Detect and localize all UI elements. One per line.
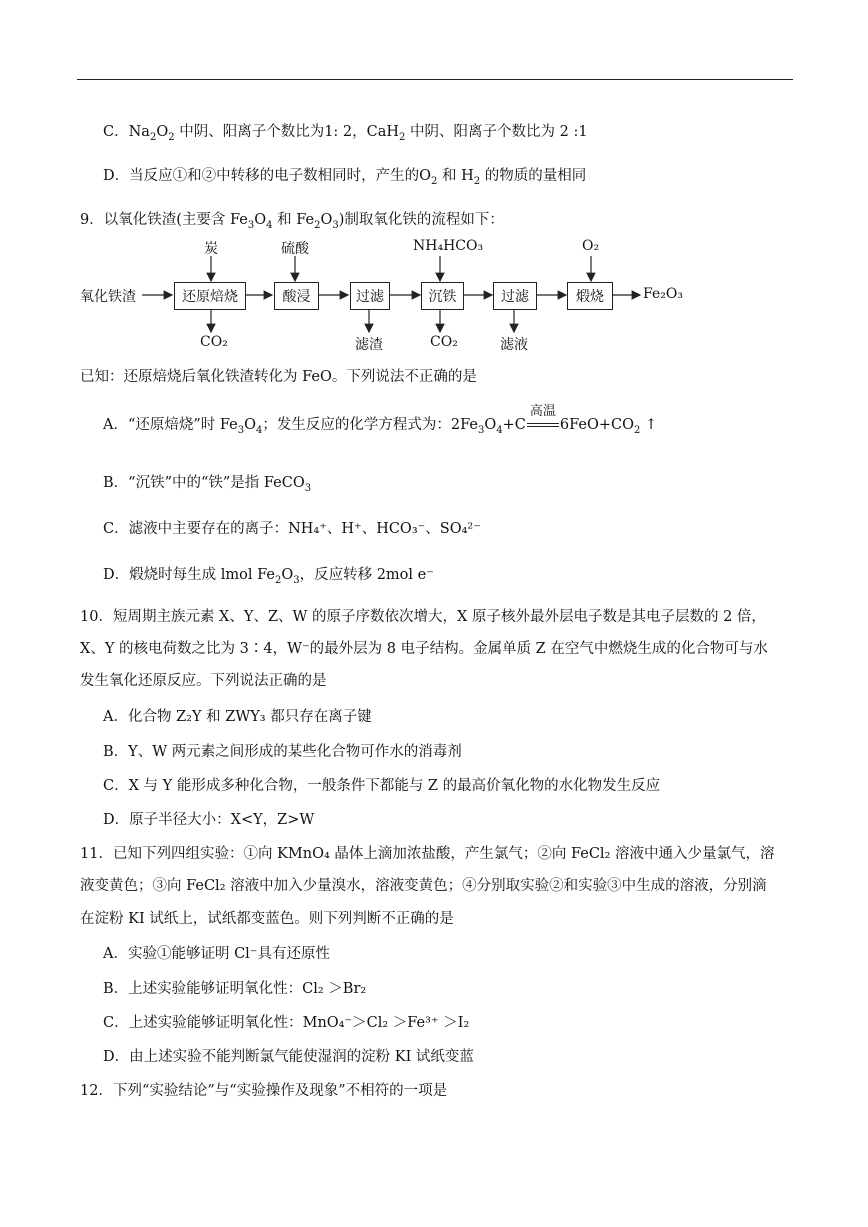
option-text: 中阴、阳离子个数比为1: 2，CaH — [174, 124, 400, 140]
option-text: +C — [502, 417, 526, 433]
flow-box-reduction-roasting — [174, 282, 246, 310]
q10-stem-line2: X、Y 的核电荷数之比为 3∶4，W⁻的最外层为 8 电子结构。金属单质 Z 在空气中燃烧生成的化合物可与水 — [80, 641, 768, 657]
stem-text: O — [320, 212, 333, 228]
flow-output-filtrate: 滤液 — [500, 337, 528, 353]
flow-input-o2: O₂ — [582, 238, 600, 254]
flow-box-filter-2 — [493, 282, 537, 310]
q11-option-a: A．实验①能够证明 Cl⁻具有还原性 — [103, 946, 330, 962]
option-text: ，反应转移 2mol e⁻ — [299, 567, 434, 583]
flow-input-sulfuric-acid: 硫酸 — [281, 241, 309, 257]
option-text: D．煅烧时每生成 lmol Fe — [103, 567, 275, 583]
subscript: 2 — [168, 131, 175, 143]
option-text: O — [244, 417, 257, 433]
option-text: 6FeO+CO — [559, 417, 634, 433]
q10-option-d: D．原子半径大小：X<Y，Z>W — [103, 812, 315, 828]
flow-input-carbon: 炭 — [204, 241, 218, 257]
subscript: 3 — [237, 424, 245, 436]
q9-option-b — [103, 471, 311, 494]
stem-text: )制取氧化铁的流程如下： — [338, 212, 504, 228]
box-label: 煅烧 — [576, 289, 604, 305]
subscript: 2 — [274, 574, 282, 586]
subscript: 2 — [431, 175, 438, 187]
subscript: 3 — [304, 482, 312, 494]
q11-stem-line1: 11．已知下列四组实验：①向 KMnO₄ 晶体上滴加浓盐酸，产生氯气；②向 FeCl₂ 溶液中通入少量氯气，溶 — [80, 846, 775, 862]
subscript: 4 — [496, 424, 503, 436]
box-label: 沉铁 — [428, 289, 457, 305]
option-text: 当反应①和②中转移的电子数相同时，产生的O — [129, 168, 432, 184]
q9-option-d — [103, 563, 434, 586]
condition-label: 高温 — [529, 404, 556, 419]
formula-part: Na — [128, 124, 150, 140]
q10-option-b: B．Y、W 两元素之间形成的某些化合物可作水的消毒剂 — [103, 744, 462, 760]
option-text: B．“沉铁”中的“铁”是指 FeCO — [103, 475, 305, 491]
header-rule — [77, 79, 793, 80]
q8-option-c — [103, 120, 588, 143]
flow-input-nh4hco3: NH₄HCO₃ — [413, 238, 484, 254]
subscript: 2 — [314, 219, 321, 231]
option-text: 中阴、阳离子个数比为 2 :1 — [405, 124, 588, 140]
option-text: O — [281, 567, 294, 583]
flow-output-co2-2: CO₂ — [430, 334, 458, 350]
q9-option-c: C．滤液中主要存在的离子：NH₄⁺、H⁺、HCO₃⁻、SO₄²⁻ — [103, 521, 481, 537]
subscript: 3 — [477, 424, 485, 436]
q10-stem-line1: 10．短周期主族元素 X、Y、Z、W 的原子序数依次增大，X 原子核外最外层电子数是其电子层数的 2 倍， — [80, 609, 766, 625]
stem-text: 和 Fe — [272, 212, 315, 228]
box-label: 过滤 — [356, 289, 384, 305]
subscript: 4 — [256, 424, 263, 436]
equals-sign — [527, 423, 559, 427]
q11-stem-line2: 液变黄色；③向 FeCl₂ 溶液中加入少量溴水，溶液变黄色；④分别取实验②和实验③中生成的溶液，分别滴 — [80, 878, 767, 894]
flow-box-filter-1 — [350, 282, 390, 310]
subscript: 2 — [149, 131, 157, 143]
flow-box-iron-precipitation — [421, 282, 464, 310]
option-text: A．“还原焙烧”时 Fe — [103, 417, 238, 433]
q11-stem-line3: 在淀粉 KI 试纸上，试纸都变蓝色。则下列判断不正确的是 — [80, 911, 454, 927]
option-label: C． — [103, 124, 129, 140]
q11-option-d: D．由上述实验不能判断氯气能使湿润的淀粉 KI 试纸变蓝 — [103, 1049, 474, 1065]
flow-start: 氧化铁渣 — [80, 289, 136, 305]
q9-stem — [80, 208, 504, 231]
q9-known: 已知：还原焙烧后氧化铁渣转化为 FeO。下列说法不正确的是 — [80, 369, 477, 385]
q10-stem-line3: 发生氧化还原反应。下列说法正确的是 — [80, 673, 327, 689]
process-flow-diagram — [80, 238, 800, 360]
flow-output-co2-1: CO₂ — [200, 334, 228, 350]
q9-option-a — [103, 404, 658, 436]
q10-option-c: C．X 与 Y 能形成多种化合物，一般条件下都能与 Z 的最高价氧化物的水化物发生反应 — [103, 778, 661, 794]
subscript: 2 — [633, 424, 641, 436]
option-label: D． — [103, 168, 130, 184]
flow-end: Fe₂O₃ — [643, 286, 683, 302]
q10-option-a: A．化合物 Z₂Y 和 ZWY₃ 都只存在离子键 — [103, 709, 372, 725]
box-label: 还原焙烧 — [182, 289, 238, 305]
subscript: 4 — [266, 219, 273, 231]
q11-option-b: B．上述实验能够证明氧化性：Cl₂ ＞Br₂ — [103, 981, 367, 997]
q8-option-d — [103, 164, 586, 187]
option-text: 的物质的量相同 — [480, 168, 587, 184]
formula-part: O — [156, 124, 169, 140]
option-text: ；发生反应的化学方程式为：2Fe — [262, 417, 478, 433]
subscript: 3 — [247, 219, 255, 231]
flow-box-calcination — [567, 282, 613, 310]
option-text: 和 H — [437, 168, 474, 184]
subscript: 2 — [399, 131, 406, 143]
option-text: ↑ — [640, 417, 658, 433]
reaction-condition — [526, 404, 560, 433]
subscript: 3 — [293, 574, 300, 586]
q11-option-c: C．上述实验能够证明氧化性：MnO₄⁻＞Cl₂ ＞Fe³⁺ ＞I₂ — [103, 1015, 470, 1031]
subscript: 2 — [473, 175, 481, 187]
box-label: 酸浸 — [282, 289, 311, 305]
option-text: O — [484, 417, 497, 433]
q12-stem: 12．下列“实验结论”与“实验操作及现象”不相符的一项是 — [80, 1083, 448, 1099]
flow-box-acid-leaching — [274, 282, 319, 310]
box-label: 过滤 — [501, 289, 529, 305]
subscript: 3 — [332, 219, 339, 231]
stem-text: O — [254, 212, 267, 228]
stem-text: 9．以氧化铁渣(主要含 Fe — [80, 212, 248, 228]
flow-output-residue: 滤渣 — [355, 337, 383, 353]
